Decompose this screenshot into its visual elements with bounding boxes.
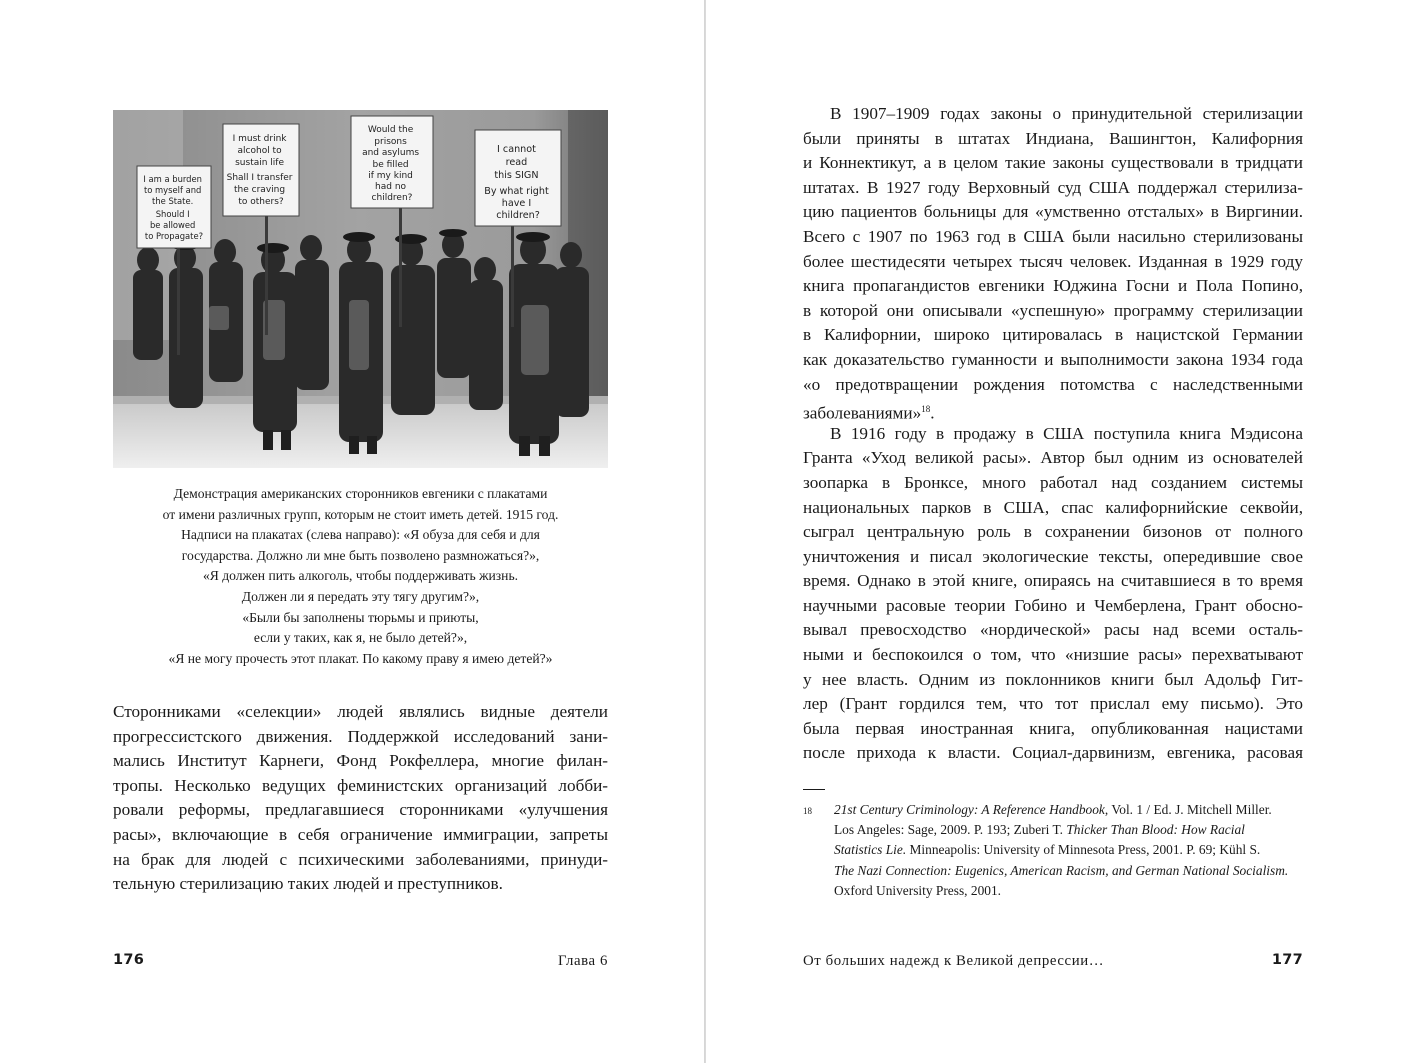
body-line: уничтожения и писал экологические тексты, опередившие свое	[803, 546, 1303, 566]
sign-3-line-1: Would the	[367, 125, 414, 135]
footnote-rule	[803, 789, 825, 790]
footnote-reference[interactable]: 18	[921, 404, 931, 415]
right-body-text	[803, 102, 1303, 766]
footnote-book-title: 21st Century Criminology: A Reference Handbook	[834, 802, 1105, 817]
sign-2-line-4: Shall I transfer	[226, 173, 293, 183]
body-line: тельную стерилизацию таких людей и преступников.	[113, 874, 503, 894]
sentence-end: .	[930, 403, 935, 423]
body-line: мались Институт Карнеги, Фонд Рокфеллера, многие филан-	[113, 751, 608, 771]
caption-line: если у таких, как я, не было детей?»,	[253, 630, 468, 646]
body-line: были приняты в штатах Индиана, Вашингтон, Калифорния	[803, 128, 1303, 148]
sign-2-line-5: the craving	[234, 185, 286, 195]
body-line: зоопарка в Бронксе, много работал над созданием системы	[803, 472, 1303, 492]
body-line: штатах. В 1927 году Верховный суд США поддержал стерилиза-	[803, 177, 1303, 197]
footnote-mark: 18	[803, 806, 812, 816]
body-line: более шестидесяти четырех тысяч человек. Изданная в 1929 году	[803, 251, 1303, 271]
sign-1-line-5: be allowed	[149, 220, 196, 230]
sign-4-line-6: children?	[496, 210, 540, 221]
body-line: Гранта «Уход великой расы». Автор был одним из основателей	[803, 448, 1303, 468]
caption-line: от имени различных групп, которым не стоит иметь детей. 1915 год.	[162, 506, 559, 522]
body-line: и Коннектикут, а в целом такие законы существовали в тридцати	[803, 153, 1303, 173]
sign-3-line-3: and asylums	[362, 148, 420, 158]
running-head-right: От больших надежд к Великой депрессии…	[803, 953, 1105, 969]
body-line: сыграл центральную роль в сохранении бизонов от полного	[803, 522, 1303, 542]
right-page	[706, 0, 1410, 1063]
caption-line: «Были бы заполнены тюрьмы и приюты,	[242, 609, 479, 625]
caption-line: «Я не могу прочесть этот плакат. По какому праву я имею детей?»	[168, 650, 553, 666]
sign-1-line-1: I am a burden	[143, 174, 202, 184]
footnote-line: Statistics Lie. Minneapolis: University of Minnesota Press, 2001. P. 69; Kühl S.	[834, 842, 1261, 858]
body-line: на брак для людей с психическими заболеваниями, принуди-	[113, 849, 608, 869]
footnote-book-title: Thicker Than Blood: How Racial	[1066, 822, 1245, 838]
body-line: вывал превосходство «нордической» расы над всеми осталь-	[803, 620, 1303, 640]
sign-4-line-5: have I	[501, 198, 532, 209]
footnote-line: Los Angeles: Sage, 2009. P. 193; Zuberi T. Thicker Than Blood: How Racial	[834, 822, 1245, 838]
body-line: книга пропагандистов евгеники Юджина Госни и Пола Попино,	[803, 276, 1303, 296]
body-line: Всего с 1907 по 1963 год в США были насильно стерилизованы	[803, 226, 1303, 246]
footnote-18	[803, 800, 1303, 901]
sign-1-line-6: to Propagate?	[144, 231, 204, 241]
body-line: В 1916 году в продажу в США поступила книга Мэдисона	[830, 423, 1303, 443]
caption-line: «Я должен пить алкоголь, чтобы поддерживать жизнь.	[202, 568, 519, 584]
sign-1-line-3: the State.	[152, 196, 194, 206]
body-line: у нее власть. Одним из поклонников книги был Адольф Гит-	[803, 669, 1303, 689]
protest-sign-1	[137, 166, 211, 248]
body-line: Сторонниками «селекции» людей являлись видные деятели	[113, 702, 608, 721]
body-line-text: заболеваниями»	[803, 403, 922, 423]
page-number-left: 176	[113, 952, 145, 968]
protest-sign-2	[223, 124, 299, 216]
left-body-paragraph	[113, 700, 608, 897]
body-line: после прихода к власти. Социал-дарвинизм, евгеника, расовая	[803, 743, 1303, 763]
sign-4-line-1: I cannot	[497, 144, 536, 155]
protest-sign-3	[351, 116, 433, 208]
body-line: В 1907–1909 годах законы о принудительной стерилизации	[830, 104, 1303, 123]
demonstration-photo	[113, 110, 608, 468]
caption-line: государства. Должно ли мне быть позволено размножаться?»,	[181, 547, 540, 563]
body-line: время. Однако в этой книге, опираясь на считавшиеся в то время	[803, 571, 1303, 591]
body-line: «о предотвращении рождения потомства с наследственными	[803, 374, 1303, 394]
body-line: лер (Грант гордился тем, что тот прислал ему письмо). Это	[803, 694, 1303, 714]
body-line: тропы. Несколько ведущих феминистских организаций лобби-	[113, 775, 608, 795]
sign-2-line-6: to others?	[238, 197, 284, 207]
sign-4-line-4: By what right	[484, 186, 549, 197]
footnote-book-title: Statistics Lie.	[834, 842, 907, 858]
caption-line: Надписи на плакатах (слева направо): «Я обуза для себя и для	[181, 527, 540, 543]
sign-2-line-2: alcohol to	[237, 146, 282, 156]
footnote-line: Oxford University Press, 2001.	[834, 882, 1001, 898]
running-head-left: Глава 6	[557, 953, 608, 969]
sign-1-line-4: Should I	[155, 209, 190, 219]
body-line: в которой они описывали «успешную» программу стерилизации	[803, 300, 1303, 320]
body-line-last	[803, 397, 1303, 422]
body-line: научными расовые теории Гобино и Чемберлена, Грант обосно-	[803, 595, 1303, 615]
body-line: в Калифорнии, широко цитировалась в нацистской Германии	[803, 325, 1303, 345]
footnote-body	[834, 800, 1303, 901]
sign-2-line-1: I must drink	[232, 134, 287, 144]
sign-3-line-4: be filled	[372, 160, 409, 170]
sign-3-line-6: had no	[375, 182, 407, 192]
sign-3-line-5: if my kind	[368, 171, 413, 181]
sign-1-line-2: to myself and	[143, 185, 202, 195]
body-line: ровали реформы, предлагавшиеся сторонниками «улучшения	[113, 800, 608, 820]
sign-4-line-2: read	[505, 157, 528, 168]
protest-sign-4	[475, 130, 561, 226]
body-line: ными и беспокоился о том, что «низшие расы» перехватывают	[803, 645, 1303, 665]
footnote-line: 21st Century Criminology: A Reference Handbook, Vol. 1 / Ed. J. Mitchell Miller.	[834, 802, 1272, 817]
caption-line: Демонстрация американских сторонников евгеники с плакатами	[173, 486, 548, 501]
caption-line: Должен ли я передать эту тягу другим?»,	[241, 588, 480, 604]
sign-3-line-2: prisons	[374, 137, 407, 147]
page-number-right: 177	[1271, 952, 1303, 968]
footnote-line	[834, 861, 1303, 881]
photo-caption	[113, 484, 608, 669]
body-line: цию пациентов больницы для «умственно отсталых» в Виргинии.	[803, 202, 1303, 222]
sign-3-line-7: children?	[371, 193, 413, 203]
body-line: была первая иностранная книга, опубликованная нацистами	[803, 718, 1303, 738]
body-line: прогрессистского движения. Поддержкой исследований зани-	[113, 726, 608, 746]
body-line: как доказательство гуманности и выполнимости закона 1934 года	[803, 349, 1303, 369]
body-line: расы», включающие в себя ограничение иммиграции, запреты	[113, 824, 608, 844]
footnote-book-title: The Nazi Connection: Eugenics, American Racism, and German National Socialism.	[834, 862, 1289, 878]
body-line: национальных парков в США, спас калифорнийские секвойи,	[803, 497, 1303, 517]
sign-2-line-3: sustain life	[235, 158, 285, 168]
sign-4-line-3: this SIGN	[494, 170, 539, 181]
